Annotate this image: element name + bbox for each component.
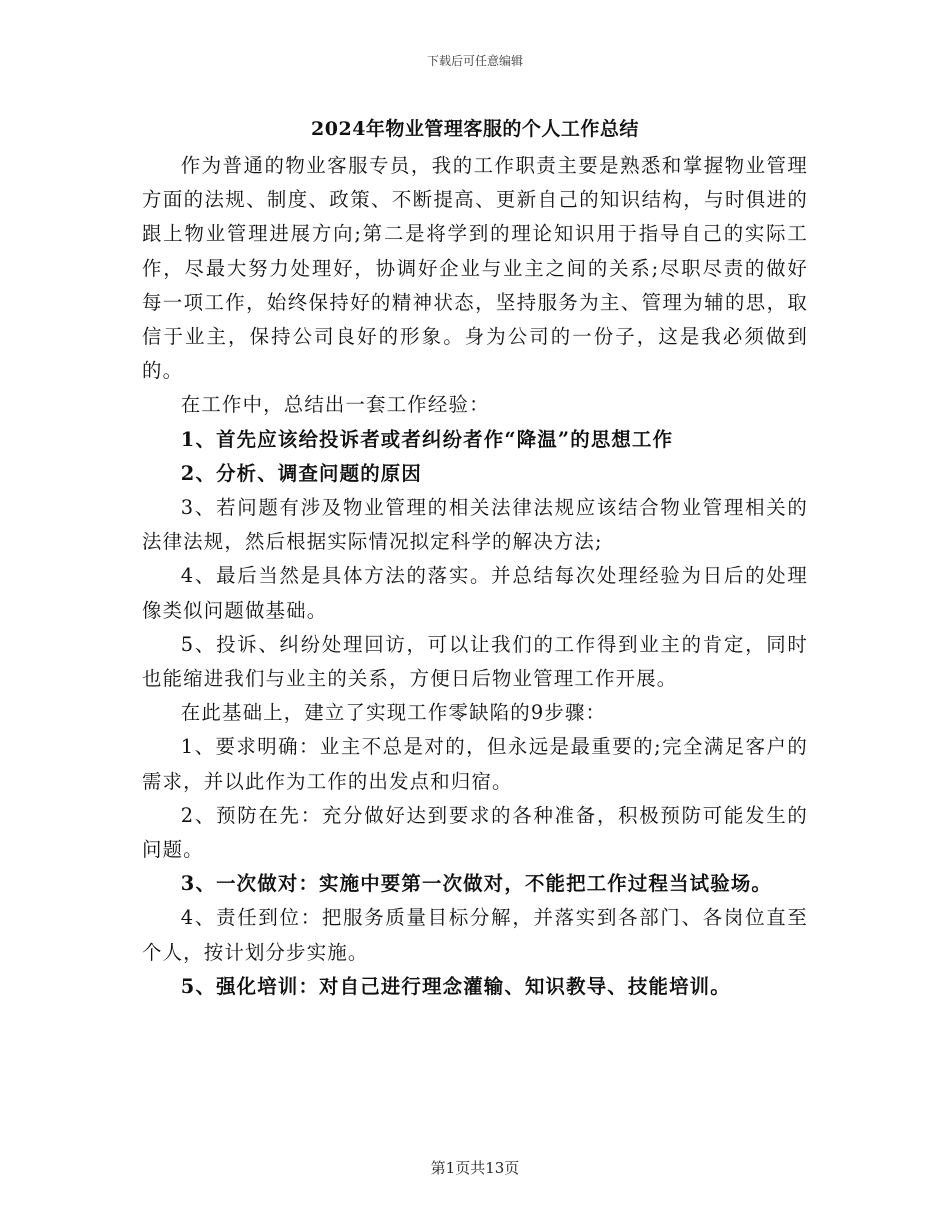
step-item-2: 2、预防在先：充分做好达到要求的各种准备，积极预防可能发生的问题。: [142, 803, 808, 862]
step-item-4: 4、责任到位：把服务质量目标分解，并落实到各部门、各岗位直至个人，按计划分步实施。: [142, 906, 808, 964]
experience-item-1: 1、首先应该给投诉者或者纠纷者作“降温”的思想工作: [180, 427, 674, 451]
document-body: [142, 149, 808, 1004]
paragraph-intro: 作为普通的物业客服专员，我的工作职责主要是熟悉和掌握物业管理方面的法规、制度、政策、不断提高、更新自己的知识结构，与时俱进的跟上物业管理进展方向;第二是将学到的理论知识用于指导自己的实际工作，尽最大努力处理好，协调好企业与业主之间的关系;尽职尽责的做好每一项工作，始终保持好的精神状态，坚持服务为主、管理为辅的思，取信于业主，保持公司良好的形象。身为公司的一份子，这是我必须做到的。: [142, 154, 808, 383]
step-item-3: 3、一次做对：实施中要第一次做对，不能把工作过程当试验场。: [180, 872, 773, 896]
experience-item-5: 5、投诉、纠纷处理回访，可以让我们的工作得到业主的肯定，同时也能缩进我们与业主的关系，方便日后物业管理工作开展。: [142, 632, 808, 691]
paragraph-experience-lead: 在工作中，总结出一套工作经验：: [180, 393, 490, 417]
document-title: 2024年物业管理客服的个人工作总结: [311, 118, 639, 140]
experience-item-3: 3、若问题有涉及物业管理的相关法律法规应该结合物业管理相关的法律法规，然后根据实际情况拟定科学的解决方法;: [142, 496, 808, 554]
experience-item-2: 2、分析、调查问题的原因: [180, 461, 422, 485]
page-header-note: 下载后可任意编辑: [426, 54, 523, 68]
paragraph-steps-lead: 在此基础上，建立了实现工作零缺陷的9步骤：: [180, 701, 607, 725]
step-item-1: 1、要求明确：业主不总是对的，但永远是最重要的;完全满足客户的需求，并以此作为工作的出发点和归宿。: [142, 735, 808, 793]
step-item-5: 5、强化培训：对自己进行理念灌输、知识教导、技能培训。: [180, 974, 731, 998]
page-number: 第1页共13页: [430, 1159, 520, 1177]
experience-item-4: 4、最后当然是具体方法的落实。并总结每次处理经验为日后的处理像类似问题做基础。: [142, 564, 808, 622]
